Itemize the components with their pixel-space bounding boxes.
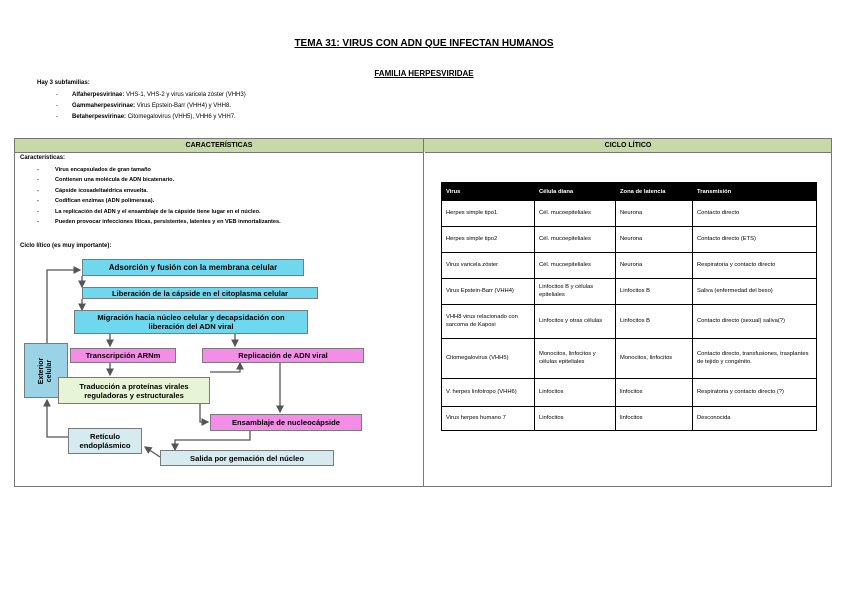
characteristics-list (37, 165, 281, 227)
exterior-celular-label: Exterior celular (38, 357, 53, 384)
cell-transmision: Contacto directo (693, 201, 817, 227)
cell-virus: Herpes simple tipo2 (442, 227, 535, 253)
cell-latencia: Linfocitos B (616, 279, 693, 305)
step-ensamblaje: Ensamblaje de nucleocápside (210, 414, 362, 431)
subfamily-item: - Betaherpesvirinae: Citomegalovirus (VHH5), VHH6 y VHH7. (56, 114, 236, 120)
table-header-row (442, 183, 817, 201)
cell-latencia: linfocitos (616, 407, 693, 431)
table-row (442, 305, 817, 339)
table-row (442, 227, 817, 253)
list-item: - Pueden provocar infecciones líticas, persistentes, latentes y en VEB inmortalizantes. (37, 219, 281, 226)
step-salida: Salida por gemación del núcleo (160, 450, 334, 466)
header-caracteristicas: CARACTERÍSTICAS (15, 139, 423, 153)
cell-transmision: Saliva (enfermedad del beso) (693, 279, 817, 305)
step-reticulo: Retículo endoplásmico (68, 428, 142, 454)
column-header: Virus (442, 183, 535, 201)
step-liberacion: Liberación de la cápside en el citoplasma celular (82, 287, 318, 299)
list-item: - Cápside icosadeltaédrica envuelta. (37, 187, 148, 194)
column-header: Transmisión (693, 183, 817, 201)
header-ciclo-litico: CICLO LÍTICO (425, 139, 831, 153)
cell-diana: Cél. mucoepiteliales (535, 227, 616, 253)
list-item: - Virus encapsulados de gran tamaño (37, 167, 151, 173)
cell-transmision: Contacto directo, transfusiones, trasplantes de tejido y congénito. (693, 339, 817, 379)
cell-diana: Linfocitos (535, 379, 616, 407)
cell-diana: Linfocitos (535, 407, 616, 431)
cell-transmision: Desconocida (693, 407, 817, 431)
column-divider (423, 139, 424, 486)
column-header: Zona de latencia (616, 183, 693, 201)
subfamily-item: - Alfaherpesvirinae: VHS-1, VHS-2 y virus varicela zóster (VHH3) (56, 92, 246, 98)
cell-transmision: Respiratoria y contacto directo (693, 253, 817, 279)
list-item: - Codifican enzimas (ADN polimerasa). (37, 198, 155, 205)
list-item: - La replicación del ADN y el ensamblaje de la cápside tiene lugar en el núcleo. (37, 208, 261, 215)
page-title: TEMA 31: VIRUS CON ADN QUE INFECTAN HUMANOS (294, 38, 554, 49)
table-row (442, 339, 817, 379)
step-migracion: Migración hacia núcleo celular y decapsidación con liberación del ADN viral (74, 310, 308, 334)
cell-transmision: Respiratoria y contacto directo (?) (693, 379, 817, 407)
list-item: - Contienen una molécula de ADN bicatenario. (37, 177, 175, 184)
cell-latencia: Neurona (616, 201, 693, 227)
cell-diana: Linfocitos B y células epiteliales (535, 279, 616, 305)
intro-text: Hay 3 subfamilias: (37, 80, 90, 86)
cell-virus: Citomegalovirus (VHH5) (442, 339, 535, 379)
table-row (442, 379, 817, 407)
subfamily-item: - Gammaherpesvirinae: Virus Epstein-Barr (VHH4) y VHH8. (56, 103, 231, 109)
lytic-cycle-label: Ciclo lítico (es muy importante): (20, 243, 112, 249)
cell-virus: V. herpes linfotropo (VHH6) (442, 379, 535, 407)
cell-latencia: linfocitos (616, 379, 693, 407)
cell-latencia: Neurona (616, 253, 693, 279)
step-transcripcion: Transcripción ARNm (70, 348, 176, 363)
cell-diana: Monocitos, linfocitos y células epiteliales (535, 339, 616, 379)
cell-transmision: Contacto directo (ETS) (693, 227, 817, 253)
step-traduccion: Traducción a proteínas virales reguladoras y estructurales (58, 377, 210, 404)
cell-latencia: Neurona (616, 227, 693, 253)
cell-diana: Linfocitos y otras células (535, 305, 616, 339)
cell-virus: VHH8 virus relacionado con sarcoma de Kaposi (442, 305, 535, 339)
cell-virus: Virus Epstein-Barr (VHH4) (442, 279, 535, 305)
table-row (442, 201, 817, 227)
cell-virus: Virus herpes humano 7 (442, 407, 535, 431)
step-replicacion: Replicación de ADN viral (202, 348, 364, 363)
column-header: Célula diana (535, 183, 616, 201)
cell-latencia: Monocitos, linfocitos (616, 339, 693, 379)
cell-transmision: Contacto directo (sexual) saliva(?) (693, 305, 817, 339)
characteristics-title: Características: (20, 155, 66, 161)
table-row (442, 279, 817, 305)
virus-table (441, 182, 817, 431)
table-row (442, 407, 817, 431)
cell-diana: Cél. mucoepiteliales (535, 201, 616, 227)
cell-virus: Herpes simple tipo1 (442, 201, 535, 227)
section-subtitle: FAMILIA HERPESVIRIDAE (374, 69, 474, 78)
cell-latencia: Linfocitos B (616, 305, 693, 339)
cell-diana: Cél. mucoepiteliales (535, 253, 616, 279)
table-row (442, 253, 817, 279)
step-adsorcion: Adsorción y fusión con la membrana celular (82, 259, 304, 276)
cell-virus: Virus varicela zóster (442, 253, 535, 279)
